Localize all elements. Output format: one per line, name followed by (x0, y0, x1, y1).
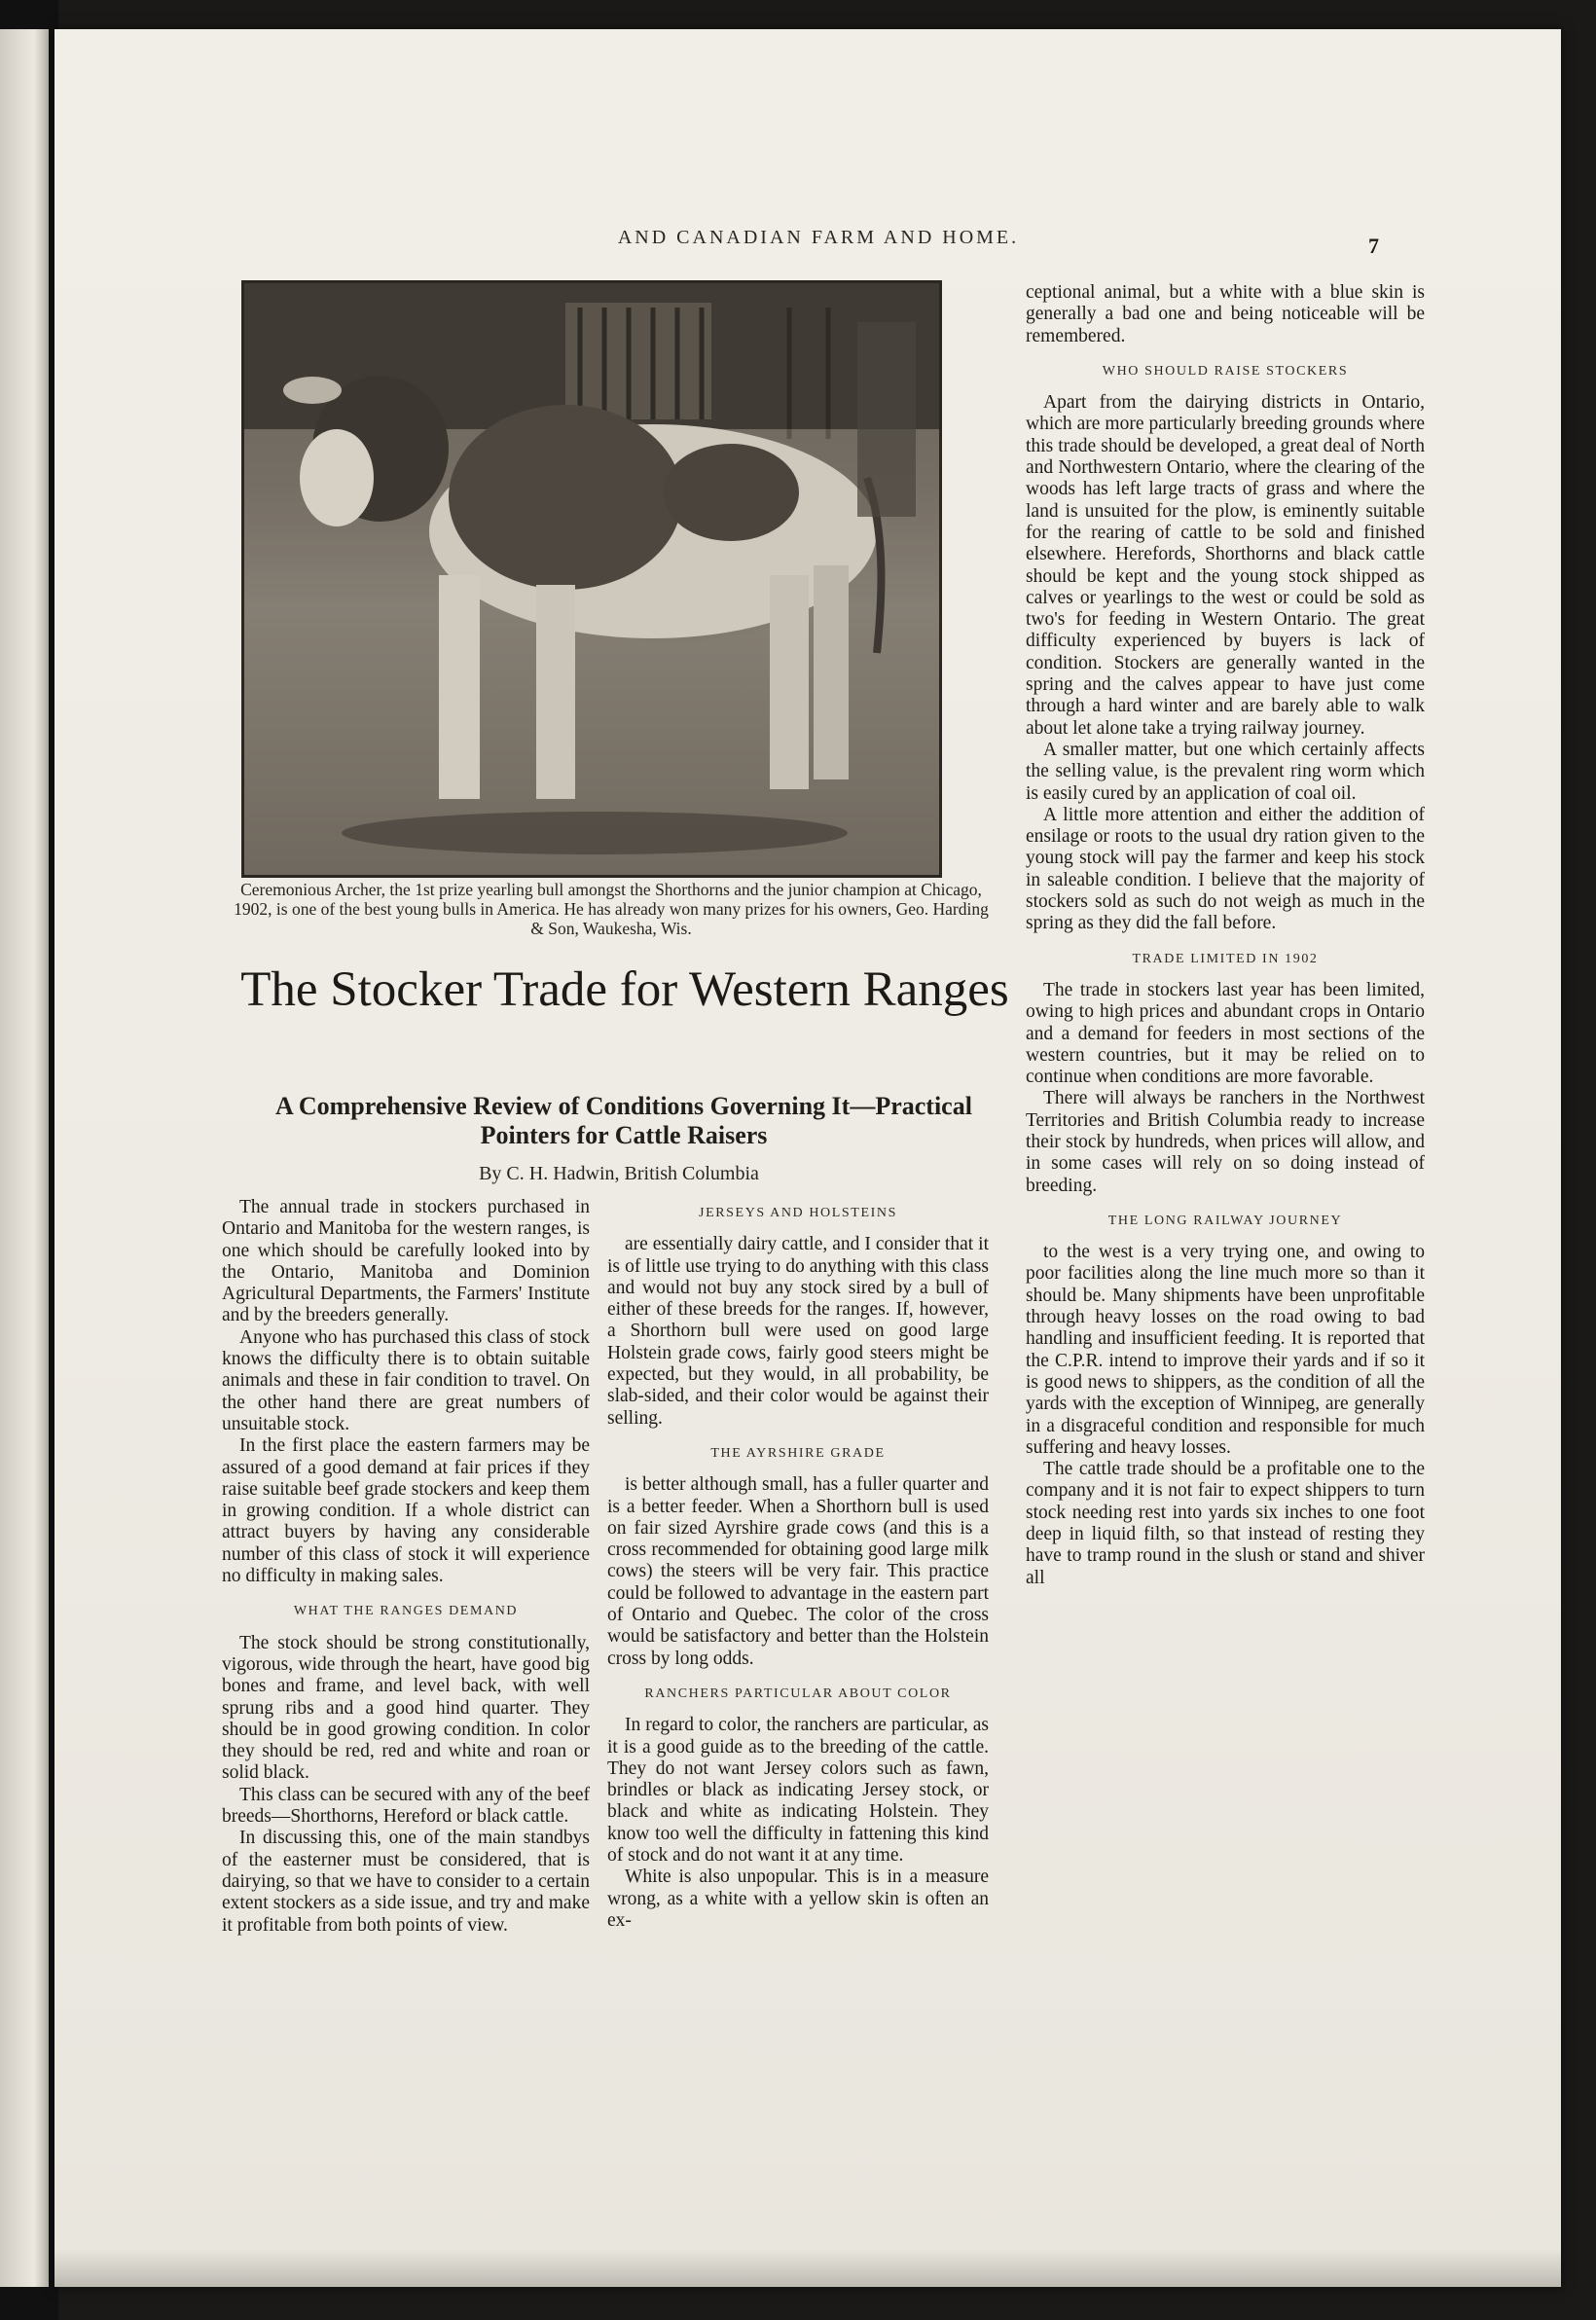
paragraph: Anyone who has purchased this class of stock knows the difficulty there is to obtain suitable animals and these in fair condition to travel. On the other hand there are great numbers of unsuitable stock. (222, 1326, 590, 1434)
article-column-3 (1026, 282, 1425, 1589)
magazine-page (54, 29, 1561, 2287)
paragraph: The stock should be strong constitutionally, vigorous, wide through the heart, have good big bones and frame, and level back, with well sprung ribs and a good hind quarter. They should be in good growing condition. In color they should be red, red and white and roan or solid black. (222, 1632, 590, 1784)
byline: By C. H. Hadwin, British Columbia (479, 1163, 759, 1184)
photo-caption: Ceremonious Archer, the 1st prize yearling bull amongst the Shorthorns and the junior champion at Chicago, 1902, is one of the best young bulls in America. He has already won many prizes for his owners, Geo. Harding & Son, Waukesha, Wis. (234, 880, 989, 938)
paragraph: In discussing this, one of the main standbys of the easterner must be considered, that is dairying, so that we have to consider to a certain extent stockers as a side issue, and try and make it profitable from both points of view. (222, 1828, 590, 1936)
section-heading: TRADE LIMITED IN 1902 (1132, 951, 1319, 966)
paragraph: to the west is a very trying one, and owing to poor facilities along the line much more so than it should be. Many shipments have been unprofitable through heavy losses on the road owing to bad handling and insufficient feeding. It is reported that the C.P.R. intend to improve their yards and if so it is good news to shippers, as the condition of all the yards with the exception of Winnipeg, are generally in a disgraceful condition and responsible for much suffering and heavy losses. (1026, 1242, 1425, 1458)
bull-illustration (244, 283, 939, 875)
previous-page-edge (0, 29, 49, 2287)
paragraph: Apart from the dairying districts in Ontario, which are more particularly breeding grounds where this trade should be developed, a great deal of North and Northwestern Ontario, where the clearing of the woods has left large tracts of grass and where the land is unsuited for the plow, is eminently suitable for the rearing of cattle to be sold and finished elsewhere. Herefords, Shorthorns and black cattle should be kept and the young stock shipped as calves or yearlings to the west or could be sold as two's for feeding in Western Ontario. The great difficulty experienced by buyers is lack of condition. Stockers are generally wanted in the spring and the calves appear to have just come through a hard winter and are barely able to walk about let alone take a trying railway journey. (1026, 392, 1425, 739)
page-bottom-shading (54, 2248, 1561, 2287)
article-headline: The Stocker Trade for Western Ranges (240, 962, 1009, 1017)
article-subheadline: A Comprehensive Review of Conditions Governing It—Practical Pointers for Cattle Raisers (275, 1092, 972, 1149)
paragraph: A smaller matter, but one which certainly affects the selling value, is the prevalent ring worm which is easily cured by an application of coal oil. (1026, 739, 1425, 804)
paragraph: is better although small, has a fuller quarter and is a better feeder. When a Shorthorn bull is used on fair sized Ayrshire grade cows (and this is a cross recommended for obtaining good large milk cows) the steers will be very fair. This practice could be followed to advantage in the eastern part of Ontario and Quebec. The color of the cross would be satisfactory and better than the Holstein cross by long odds. (607, 1474, 989, 1669)
paragraph: The cattle trade should be a profitable one to the company and it is not fair to expect shippers to turn stock needing rest into yards six inches to one foot deep in liquid filth, so that instead of resting they have to tramp round in the slush or stand and shiver all (1026, 1459, 1425, 1588)
paragraph: A little more attention and either the addition of ensilage or roots to the usual dry ration given to the young stock will pay the farmer and keep his stock in saleable condition. I believe that the majority of stockers sold as such do not weigh as much in the spring as they did the fall before. (1026, 804, 1425, 934)
paragraph: The annual trade in stockers purchased in Ontario and Manitoba for the western ranges, is one which should be carefully looked into by the Ontario, Manitoba and Dominion Agricultural Departments, the Farmers' Institute and by the breeders generally. (222, 1197, 590, 1326)
section-heading: WHAT THE RANGES DEMAND (293, 1604, 519, 1619)
running-head: AND CANADIAN FARM AND HOME. (617, 227, 1020, 248)
section-heading: THE LONG RAILWAY JOURNEY (1107, 1213, 1343, 1228)
bull-photograph (241, 280, 942, 878)
paragraph: In regard to color, the ranchers are particular, as it is a good guide as to the breeding of the cattle. They do not want Jersey colors such as fawn, brindles or black as indicating Jersey stock, or black and white as indicating Holstein. They know too well the difficulty in fattening this kind of stock and do not want it at any time. (607, 1715, 989, 1867)
section-heading: JERSEYS AND HOLSTEINS (699, 1206, 897, 1220)
paragraph: The trade in stockers last year has been limited, owing to high prices and abundant crops in Ontario and a demand for feeders in most sections of the western countries, but it may be relied on to continue when conditions are more favorable. (1026, 979, 1425, 1088)
article-column-1 (222, 1197, 590, 1937)
paragraph: White is also unpopular. This is in a measure wrong, as a white with a yellow skin is often an ex- (607, 1867, 989, 1931)
paragraph: This class can be secured with any of the beef breeds—Shorthorns, Hereford or black cattle. (222, 1784, 590, 1828)
article-column-2 (607, 1203, 989, 1932)
paragraph: ceptional animal, but a white with a blue skin is generally a bad one and being noticeable will be remembered. (1026, 282, 1425, 346)
section-heading: RANCHERS PARTICULAR ABOUT COLOR (644, 1686, 952, 1701)
section-heading: THE AYRSHIRE GRADE (710, 1445, 886, 1461)
page-number: 7 (1368, 234, 1379, 258)
paragraph: In the first place the eastern farmers may be assured of a good demand at fair prices if they raise suitable beef grade stockers and keep them in growing condition. If a whole district can attract buyers by having any considerable number of this class of stock it will experience no difficulty in making sales. (222, 1435, 590, 1587)
paragraph: There will always be ranchers in the Northwest Territories and British Columbia ready to increase their stock by hundreds, when prices will allow, and in some cases will rely on so doing instead of breeding. (1026, 1088, 1425, 1196)
section-heading: WHO SHOULD RAISE STOCKERS (1102, 363, 1349, 379)
paragraph: are essentially dairy cattle, and I consider that it is of little use trying to do anything with this class and would not buy any stock sired by a bull of either of these breeds for the ranges. If, however, a Shorthorn bull were used on good large Holstein grade cows, fairly good steers might be expected, but they would, in all probability, be slab-sided, and their color would be against their selling. (607, 1234, 989, 1429)
